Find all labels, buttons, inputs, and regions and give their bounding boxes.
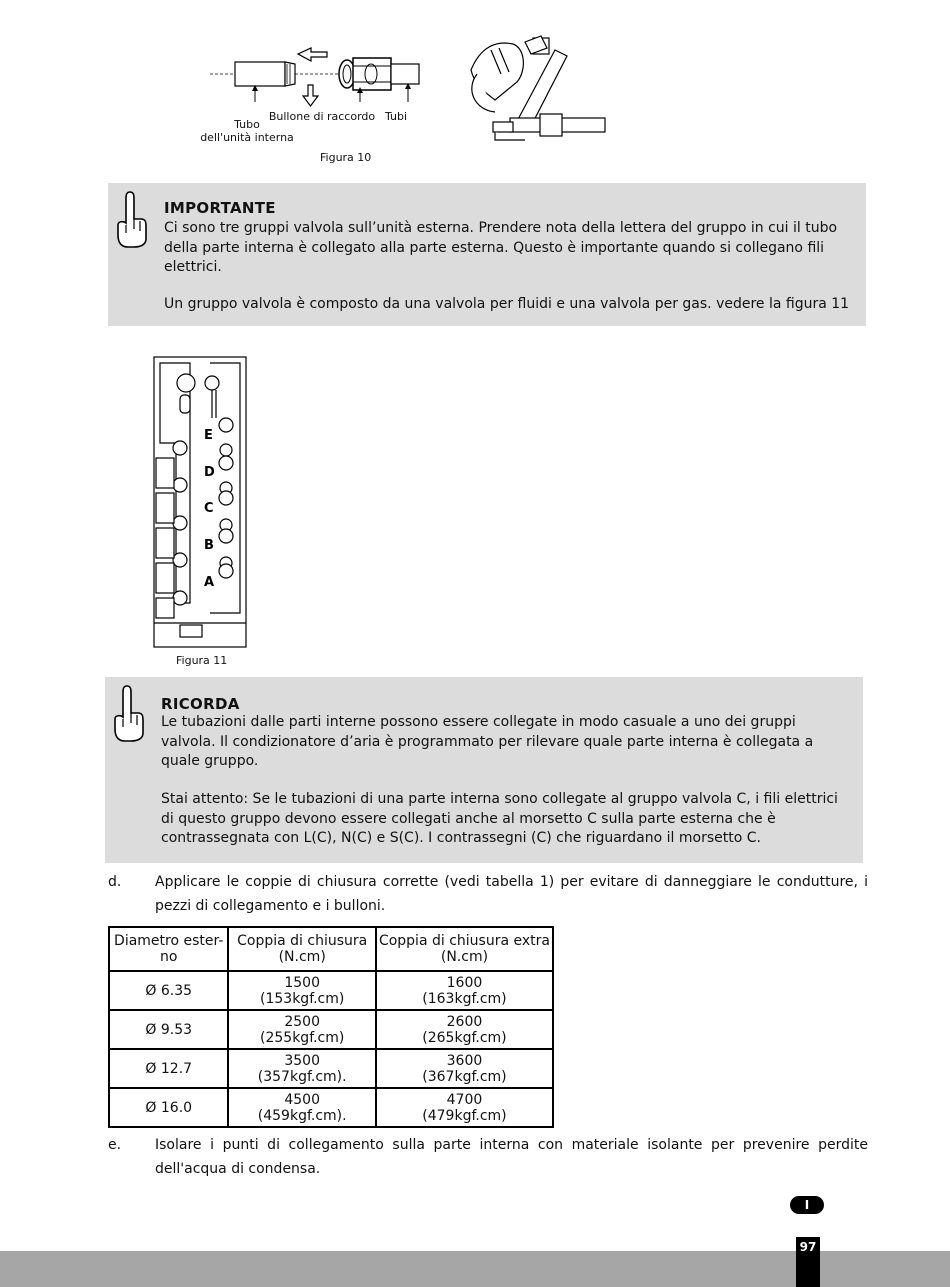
pointing-hand-icon [114,189,150,249]
table-cell: Ø 6.35 [109,971,228,1010]
importante-paragraph-2: Un gruppo valvola è composto da una valvola per fluidi e una valvola per gas. vedere la figura 11 [164,296,850,312]
valve-group-letter: A [204,575,215,590]
table-row [109,1049,553,1088]
table-cell: 2600 (265kgf.cm) [376,1010,553,1049]
table-cell: 1600 (163kgf.cm) [376,971,553,1010]
table-header-row [109,927,553,971]
table-cell: Ø 9.53 [109,1010,228,1049]
valve-group-letter: B [204,538,214,553]
table-cell: 3600 (367kgf.cm) [376,1049,553,1088]
step-e [108,1133,868,1181]
ricorda-paragraph-1: Le tubazioni dalle parti interne possono essere collegate in modo casuale a uno dei gruppi valvola. Il condizionatore d’aria è programmato per rilevare quale parte interna è collegata a quale gruppo. [161,714,814,769]
table-cell: Ø 12.7 [109,1049,228,1088]
table-cell: 4500 (459kgf.cm). [228,1088,375,1127]
label-bullone-raccordo: Bullone di raccordo [268,110,376,123]
table-header-cell: Coppia di chiusura extra (N.cm) [376,927,553,971]
figure-11-caption: Figura 11 [176,654,228,667]
table-cell: 2500 (255kgf.cm) [228,1010,375,1049]
step-d [108,870,868,918]
table-header-cell: Diametro ester- no [109,927,228,971]
label-tubo-unita-interna: Tubo dell'unità interna [200,118,294,144]
step-e-text: Isolare i punti di collegamento sulla parte interna con materiale isolante per prevenire perdite dell'acqua di condensa. [155,1137,868,1177]
ricorda-notice-box [105,677,863,863]
table-cell: 1500 (153kgf.cm) [228,971,375,1010]
step-e-letter: e. [108,1137,122,1153]
ricorda-title: RICORDA [161,695,240,713]
figure-11-valve-groups-diagram [150,353,250,653]
table-cell: Ø 16.0 [109,1088,228,1127]
valve-group-letter: C [204,501,214,516]
table-cell: 3500 (357kgf.cm). [228,1049,375,1088]
step-d-text: Applicare le coppie di chiusura corrette (vedi tabella 1) per evitare di danneggiare le condutture, i pezzi di collegamento e i bulloni. [155,874,868,914]
valve-group-letter: E [204,428,213,443]
label-tubi: Tubi [384,110,408,123]
step-d-letter: d. [108,874,122,890]
importante-paragraph-1: Ci sono tre gruppi valvola sull’unità esterna. Prendere nota della lettera del gruppo in cui il tubo della parte interna è collegato alla parte esterna. Questo è importante quando si collegano fili elettrici. [164,220,838,275]
table-row [109,1088,553,1127]
ricorda-paragraph-2: Stai attento: Se le tubazioni di una parte interna sono collegate al gruppo valvola C, i fili elettrici di questo gruppo devono essere collegati anche al morsetto C sulla parte esterna che è contrassegnata con L(C), N(C) e S(C). I contrassegni (C) che riguardano il morsetto C. [161,791,838,846]
table-row [109,1010,553,1049]
table-header-cell: Coppia di chiusura (N.cm) [228,927,375,971]
page-number: 97 [796,1237,820,1287]
figure-10-caption: Figura 10 [320,151,372,164]
valve-group-letter: D [204,465,215,480]
table-cell: 4700 (479kgf.cm) [376,1088,553,1127]
table-row [109,971,553,1010]
language-badge: I [790,1196,824,1214]
torque-table [108,926,554,1128]
importante-title: IMPORTANTE [164,199,276,217]
pointing-hand-icon [111,683,147,743]
importante-notice-box [108,183,866,326]
